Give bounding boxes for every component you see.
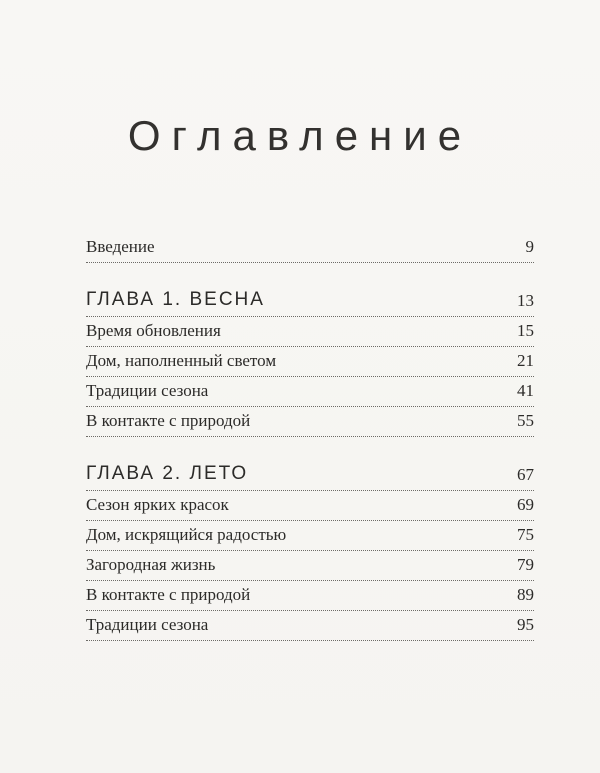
toc-entry-page: 89 <box>517 585 534 604</box>
toc-entry-introduction <box>86 233 534 263</box>
toc-entry-label: Введение <box>86 237 155 256</box>
toc-entry-page: 9 <box>525 237 534 256</box>
toc-entry <box>86 581 534 611</box>
toc-entry-label: Время обновления <box>86 321 221 340</box>
toc-entry <box>86 551 534 581</box>
chapter-page: 67 <box>517 465 534 484</box>
table-of-contents <box>86 233 534 641</box>
toc-entry <box>86 347 534 377</box>
chapter-heading-2 <box>86 461 534 491</box>
toc-entry-label: В контакте с природой <box>86 585 251 604</box>
toc-entry <box>86 521 534 551</box>
toc-entry-page: 41 <box>517 381 534 400</box>
toc-entry-label: Загородная жизнь <box>86 555 216 574</box>
toc-entry-page: 79 <box>517 555 534 574</box>
chapter-title: ГЛАВА 1. ВЕСНА <box>86 289 265 310</box>
toc-entry-page: 69 <box>517 495 534 514</box>
page-title: Оглавление <box>127 112 473 160</box>
toc-entry-page: 21 <box>517 351 534 370</box>
toc-entry-label: Дом, искрящийся радостью <box>86 525 287 544</box>
toc-entry-label: Дом, наполненный светом <box>86 351 277 370</box>
toc-entry-page: 75 <box>517 525 534 544</box>
toc-entry-label: Традиции сезона <box>86 381 209 400</box>
toc-entry <box>86 491 534 521</box>
toc-entry <box>86 317 534 347</box>
toc-entry <box>86 611 534 641</box>
toc-entry-page: 95 <box>517 615 534 634</box>
toc-entry-label: В контакте с природой <box>86 411 251 430</box>
toc-entry <box>86 377 534 407</box>
toc-entry <box>86 407 534 437</box>
chapter-title: ГЛАВА 2. ЛЕТО <box>86 463 249 484</box>
toc-entry-page: 55 <box>517 411 534 430</box>
chapter-heading-1 <box>86 287 534 317</box>
toc-entry-label: Традиции сезона <box>86 615 209 634</box>
chapter-page: 13 <box>517 291 534 310</box>
toc-entry-label: Сезон ярких красок <box>86 495 229 514</box>
toc-entry-page: 15 <box>517 321 534 340</box>
